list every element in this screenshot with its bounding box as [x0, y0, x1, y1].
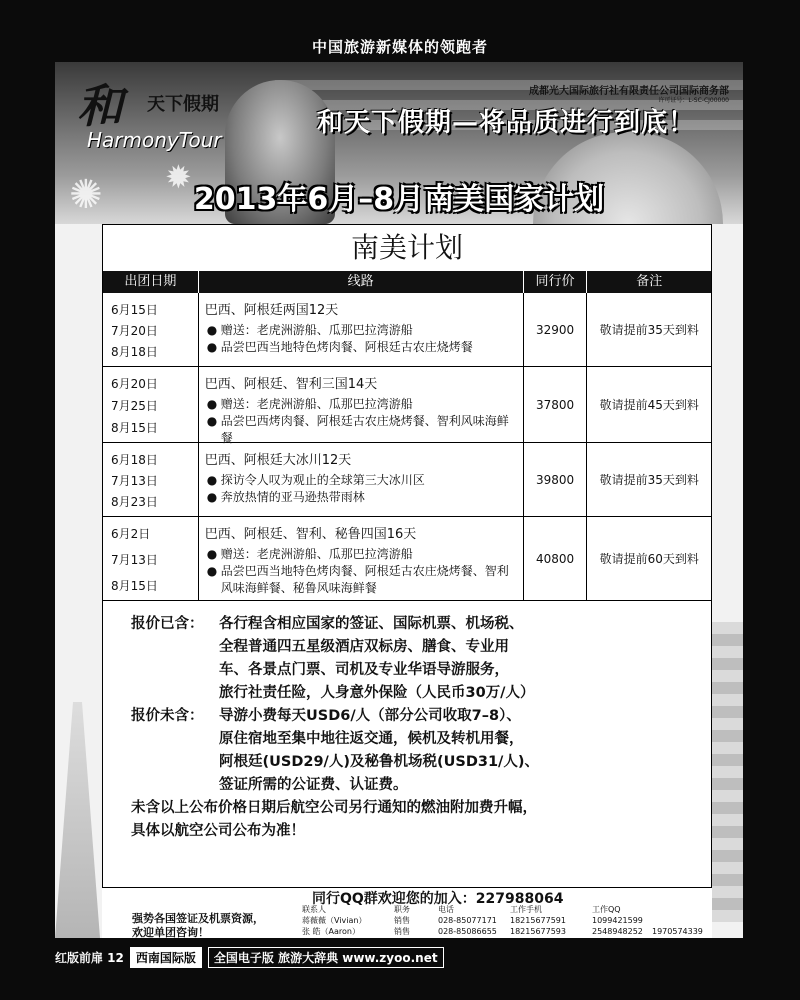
left-decoration [55, 702, 100, 938]
route-cell [199, 443, 524, 516]
firework-icon: ✺ [69, 172, 103, 218]
itinerary-panel [102, 224, 712, 888]
price: 40800 [524, 517, 588, 600]
contact-qq2: 1970574339 [652, 927, 703, 936]
date: 7月13日 [111, 553, 158, 567]
contact-header-mobile: 工作手机 [510, 905, 542, 914]
contact-phone [438, 937, 510, 938]
contact-name: 蒋薇薇（Vivian） [302, 916, 367, 925]
visa-promo-line: 欢迎单团咨询！ [132, 926, 209, 938]
top-slogan: 中国旅游新媒体的领跑者 [311, 38, 488, 56]
footer-page: 红版前扉 12 [55, 950, 124, 965]
date: 7月20日 [111, 324, 158, 338]
table-header [103, 271, 711, 293]
date: 6月15日 [111, 303, 158, 317]
date: 6月18日 [111, 453, 158, 467]
contacts-header [302, 904, 722, 915]
license-number: 许可证号：L-SC-CJ00000 [658, 97, 729, 104]
header-note: 备注 [636, 274, 663, 289]
remark: 敬请提前60天到料 [599, 552, 699, 566]
logo-english: HarmonyTour [87, 128, 222, 152]
departure-dates [103, 293, 199, 366]
table-row [103, 443, 711, 517]
route-bullet: ● 品尝巴西当地特色烤肉餐、阿根廷古农庄烧烤餐 [205, 339, 517, 356]
contact-qq2 [652, 915, 712, 926]
route-title: 巴西、阿根廷、智利、秘鲁四国16天 [204, 527, 417, 542]
route-bullet: ● 奔放热情的亚马逊热带雨林 [205, 489, 517, 506]
contact-row [302, 915, 722, 926]
logo: 和 [77, 79, 123, 133]
route-cell [199, 367, 524, 445]
route-bullet: ● 赠送：老虎洲游船、瓜那巴拉湾游船 [205, 322, 517, 339]
right-decoration [708, 622, 743, 922]
departure-dates [103, 517, 199, 600]
route-bullet: ● 品尝巴西当地特色烤肉餐、阿根廷古农庄烧烤餐、智利风味海鲜餐、秘鲁风味海鲜餐 [205, 563, 517, 597]
contact-role: 销售 [394, 927, 410, 936]
logo-subtitle: 天下假期 [147, 94, 219, 115]
date: 6月2日 [111, 527, 151, 541]
departure-dates [103, 443, 199, 516]
price: 37800 [524, 367, 588, 442]
included-label: 报价已含： [131, 616, 204, 632]
contact-name [302, 937, 394, 938]
contact-qq: 2548948252 [592, 927, 643, 936]
included-text: 旅行社责任险，人身意外保险（人民币30万/人） [219, 685, 535, 701]
remark: 敬请提前35天到料 [599, 473, 699, 487]
included-text: 各行程含相应国家的签证、国际机票、机场税、 [219, 616, 524, 632]
route-cell [199, 517, 524, 600]
firework-icon: ✹ [165, 158, 192, 196]
contact-qq2 [652, 937, 712, 938]
banner [55, 62, 743, 224]
excluded-text: 导游小费每天USD6/人（部分公司收取7–8）、 [219, 708, 521, 724]
footer-website: 全国电子版 旅游大辞典 www.zyoo.net [208, 947, 444, 968]
contact-phone: 028-85077171 [438, 916, 497, 925]
date: 8月23日 [111, 495, 158, 509]
contacts-panel [102, 888, 712, 938]
excluded-text: 原住宿地至集中地往返交通，候机及转机用餐， [219, 731, 524, 747]
date: 8月18日 [111, 345, 158, 359]
table-row [103, 367, 711, 443]
contact-mobile [510, 937, 592, 938]
route-bullet: ● 品尝巴西烤肉餐、阿根廷古农庄烧烤餐、智利风味海鲜餐 [205, 413, 517, 447]
company-name: 成都光大国际旅行社有限责任公司国际商务部 [529, 86, 729, 97]
contact-mobile: 18215677591 [510, 916, 566, 925]
plan-title: 2013年6月–8月南美国家计划 [193, 182, 605, 217]
contact-row [302, 926, 722, 937]
contact-phone: 028-85086655 [438, 927, 497, 936]
included-line [131, 613, 695, 636]
qq-group: 同行QQ群欢迎您的加入：227988064 [312, 891, 564, 907]
price: 32900 [524, 293, 588, 366]
date: 8月15日 [111, 579, 158, 593]
header-date: 出团日期 [103, 271, 199, 293]
route-cell [199, 293, 524, 366]
section-title: 南美计划 [350, 231, 463, 264]
route-bullet: ● 赠送：老虎洲游船、瓜那巴拉湾游船 [205, 546, 517, 563]
contact-header-role: 职务 [394, 905, 410, 914]
visa-promo-line: 强势各国签证及机票资源， [132, 912, 264, 925]
table-row [103, 293, 711, 367]
remark: 敬请提前45天到料 [599, 398, 699, 412]
contacts-table [302, 904, 722, 938]
contact-name: 张 皓（Aaron） [302, 927, 360, 936]
table-row [103, 517, 711, 601]
excluded-text: 阿根廷(USD29/人)及秘鲁机场税(USD31/人)、 [219, 754, 539, 770]
page [55, 62, 743, 938]
included-text: 全程普通四五星级酒店双标房、膳食、专业用 [219, 639, 509, 655]
price-terms [103, 601, 711, 843]
date: 8月15日 [111, 421, 158, 435]
contact-mobile: 18215677593 [510, 927, 566, 936]
date: 7月13日 [111, 474, 158, 488]
included-text: 车、各景点门票、司机及专业华语导游服务， [219, 662, 509, 678]
contact-header-phone: 电话 [438, 905, 454, 914]
excluded-label: 报价未含： [131, 708, 204, 724]
contact-role: 销售 [394, 916, 410, 925]
header-route: 线路 [199, 271, 524, 293]
footer-edition: 西南国际版 [130, 947, 202, 968]
route-bullet: ● 赠送：老虎洲游船、瓜那巴拉湾游船 [205, 396, 517, 413]
contact-row [302, 937, 722, 938]
contact-qq: 1099421599 [592, 916, 643, 925]
excluded-text: 签证所需的公证费、认证费。 [219, 777, 408, 793]
brand-slogan: 和天下假期—将品质进行到底！ [317, 108, 696, 138]
contact-header-name: 联系人 [302, 905, 326, 914]
route-title: 巴西、阿根廷大冰川12天 [204, 453, 352, 468]
surcharge-note: 具体以航空公司公布为准！ [131, 823, 305, 839]
date: 6月20日 [111, 377, 158, 391]
excluded-line [131, 705, 695, 728]
departure-dates [103, 367, 199, 442]
date: 7月25日 [111, 399, 158, 413]
header-price: 同行价 [524, 271, 588, 293]
contact-role [394, 937, 438, 938]
contact-header-qq: 工作QQ [592, 905, 621, 914]
route-bullet: ● 探访令人叹为观止的全球第三大冰川区 [205, 472, 517, 489]
surcharge-note: 未含以上公布价格日期后航空公司另行通知的燃油附加费升幅， [131, 800, 537, 816]
visa-promo [132, 912, 302, 938]
footer [55, 946, 444, 968]
route-title: 巴西、阿根廷、智利三国14天 [204, 377, 378, 392]
route-title: 巴西、阿根廷两国12天 [204, 303, 339, 318]
remark: 敬请提前35天到料 [599, 323, 699, 337]
price: 39800 [524, 443, 588, 516]
contact-qq [592, 937, 652, 938]
